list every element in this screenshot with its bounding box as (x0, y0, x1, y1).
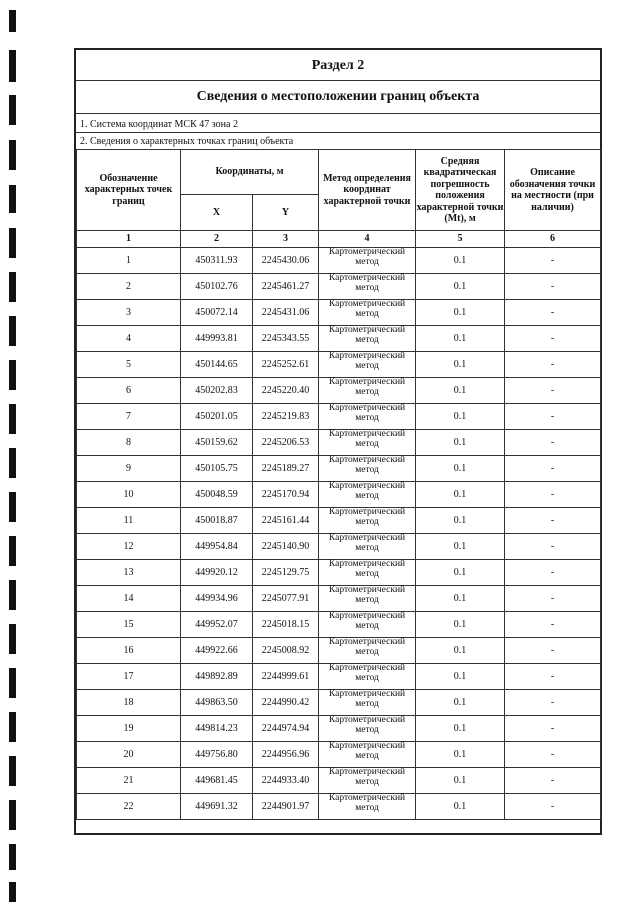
x-coordinate: 450201.05 (181, 404, 253, 430)
description-cell: - (505, 794, 601, 820)
y-coordinate: 2245430.06 (253, 248, 319, 274)
description-cell: - (505, 664, 601, 690)
header-description: Описание обозначения точки на местности (при наличии) (505, 150, 601, 231)
description-cell: - (505, 768, 601, 794)
section-subtitle: Сведения о местоположении границ объекта (196, 89, 480, 104)
y-coordinate: 2244999.61 (253, 664, 319, 690)
point-number: 2 (77, 274, 181, 300)
x-coordinate: 449952.07 (181, 612, 253, 638)
divider (76, 113, 600, 114)
accuracy-cell: 0.1 (416, 664, 505, 690)
point-number: 12 (77, 534, 181, 560)
description-cell: - (505, 638, 601, 664)
accuracy-cell: 0.1 (416, 742, 505, 768)
y-coordinate: 2245018.15 (253, 612, 319, 638)
method-cell: Картометрический метод (319, 742, 416, 768)
method-cell: Картометрический метод (319, 716, 416, 742)
accuracy-cell: 0.1 (416, 404, 505, 430)
x-coordinate: 449681.45 (181, 768, 253, 794)
accuracy-cell: 0.1 (416, 560, 505, 586)
x-coordinate: 450144.65 (181, 352, 253, 378)
x-coordinate: 449756.80 (181, 742, 253, 768)
column-number: 4 (319, 231, 416, 248)
accuracy-cell: 0.1 (416, 430, 505, 456)
table-row (77, 326, 601, 352)
x-coordinate: 450202.83 (181, 378, 253, 404)
method-cell: Картометрический метод (319, 586, 416, 612)
column-number: 6 (505, 231, 601, 248)
description-cell: - (505, 248, 601, 274)
y-coordinate: 2244933.40 (253, 768, 319, 794)
header-method: Метод определения координат характерной точки (319, 150, 416, 231)
x-coordinate: 450159.62 (181, 430, 253, 456)
x-coordinate: 449892.89 (181, 664, 253, 690)
table-row (77, 742, 601, 768)
x-coordinate: 449934.96 (181, 586, 253, 612)
x-coordinate: 450105.75 (181, 456, 253, 482)
table-row (77, 534, 601, 560)
point-number: 7 (77, 404, 181, 430)
table-row (77, 482, 601, 508)
table-row (77, 716, 601, 742)
accuracy-cell: 0.1 (416, 300, 505, 326)
section-title: Раздел 2 (311, 58, 365, 73)
point-number: 1 (77, 248, 181, 274)
header-coordinates: Координаты, м (181, 150, 319, 195)
point-number: 9 (77, 456, 181, 482)
description-cell: - (505, 404, 601, 430)
y-coordinate: 2245219.83 (253, 404, 319, 430)
table-row (77, 508, 601, 534)
accuracy-cell: 0.1 (416, 274, 505, 300)
method-cell: Картометрический метод (319, 248, 416, 274)
method-cell: Картометрический метод (319, 638, 416, 664)
point-number: 16 (77, 638, 181, 664)
description-cell: - (505, 690, 601, 716)
accuracy-cell: 0.1 (416, 586, 505, 612)
method-cell: Картометрический метод (319, 482, 416, 508)
table-row (77, 248, 601, 274)
point-number: 4 (77, 326, 181, 352)
point-number: 11 (77, 508, 181, 534)
y-coordinate: 2245129.75 (253, 560, 319, 586)
table-row (77, 612, 601, 638)
y-coordinate: 2245343.55 (253, 326, 319, 352)
description-cell: - (505, 586, 601, 612)
point-number: 14 (77, 586, 181, 612)
description-cell: - (505, 326, 601, 352)
accuracy-cell: 0.1 (416, 794, 505, 820)
y-coordinate: 2244901.97 (253, 794, 319, 820)
y-coordinate: 2245431.06 (253, 300, 319, 326)
y-coordinate: 2245220.40 (253, 378, 319, 404)
column-number: 2 (181, 231, 253, 248)
accuracy-cell: 0.1 (416, 768, 505, 794)
x-coordinate: 449993.81 (181, 326, 253, 352)
description-cell: - (505, 378, 601, 404)
method-cell: Картометрический метод (319, 352, 416, 378)
column-number: 1 (77, 231, 181, 248)
accuracy-cell: 0.1 (416, 326, 505, 352)
method-cell: Картометрический метод (319, 534, 416, 560)
x-coordinate: 449863.50 (181, 690, 253, 716)
accuracy-cell: 0.1 (416, 456, 505, 482)
table-row (77, 352, 601, 378)
column-number: 5 (416, 231, 505, 248)
y-coordinate: 2245189.27 (253, 456, 319, 482)
method-cell: Картометрический метод (319, 664, 416, 690)
point-number: 5 (77, 352, 181, 378)
table-row (77, 586, 601, 612)
y-coordinate: 2244974.94 (253, 716, 319, 742)
description-cell: - (505, 274, 601, 300)
point-number: 8 (77, 430, 181, 456)
header-accuracy: Средняя квадратическая погрешность положения характерной точки (Mt), м (416, 150, 505, 231)
method-cell: Картометрический метод (319, 274, 416, 300)
point-number: 22 (77, 794, 181, 820)
description-cell: - (505, 508, 601, 534)
point-number: 17 (77, 664, 181, 690)
boundary-points-table (76, 149, 601, 820)
y-coordinate: 2245461.27 (253, 274, 319, 300)
x-coordinate: 449691.32 (181, 794, 253, 820)
method-cell: Картометрический метод (319, 508, 416, 534)
table-row (77, 690, 601, 716)
method-cell: Картометрический метод (319, 430, 416, 456)
header-x: X (181, 195, 253, 231)
header-y: Y (253, 195, 319, 231)
divider (76, 132, 600, 133)
point-number: 20 (77, 742, 181, 768)
y-coordinate: 2245206.53 (253, 430, 319, 456)
coordinate-system: 1. Система координат МСК 47 зона 2 (80, 119, 238, 130)
x-coordinate: 449922.66 (181, 638, 253, 664)
method-cell: Картометрический метод (319, 456, 416, 482)
description-cell: - (505, 534, 601, 560)
accuracy-cell: 0.1 (416, 482, 505, 508)
y-coordinate: 2244956.96 (253, 742, 319, 768)
x-coordinate: 449954.84 (181, 534, 253, 560)
table-row (77, 768, 601, 794)
method-cell: Картометрический метод (319, 690, 416, 716)
description-cell: - (505, 716, 601, 742)
description-cell: - (505, 560, 601, 586)
description-cell: - (505, 612, 601, 638)
x-coordinate: 450102.76 (181, 274, 253, 300)
accuracy-cell: 0.1 (416, 352, 505, 378)
accuracy-cell: 0.1 (416, 248, 505, 274)
description-cell: - (505, 482, 601, 508)
accuracy-cell: 0.1 (416, 508, 505, 534)
description-cell: - (505, 456, 601, 482)
table-row (77, 456, 601, 482)
table-row (77, 794, 601, 820)
x-coordinate: 449920.12 (181, 560, 253, 586)
method-cell: Картометрический метод (319, 404, 416, 430)
x-coordinate: 450048.59 (181, 482, 253, 508)
table-row (77, 274, 601, 300)
x-coordinate: 450072.14 (181, 300, 253, 326)
y-coordinate: 2245252.61 (253, 352, 319, 378)
y-coordinate: 2245008.92 (253, 638, 319, 664)
y-coordinate: 2245077.91 (253, 586, 319, 612)
method-cell: Картометрический метод (319, 794, 416, 820)
table-row (77, 300, 601, 326)
point-number: 13 (77, 560, 181, 586)
table-row (77, 404, 601, 430)
x-coordinate: 450311.93 (181, 248, 253, 274)
y-coordinate: 2245140.90 (253, 534, 319, 560)
points-caption: 2. Сведения о характерных точках границ объекта (80, 136, 294, 147)
table-row (77, 664, 601, 690)
accuracy-cell: 0.1 (416, 534, 505, 560)
point-number: 10 (77, 482, 181, 508)
accuracy-cell: 0.1 (416, 716, 505, 742)
description-cell: - (505, 300, 601, 326)
divider (76, 80, 600, 81)
method-cell: Картометрический метод (319, 560, 416, 586)
description-cell: - (505, 352, 601, 378)
method-cell: Картометрический метод (319, 326, 416, 352)
table-row (77, 430, 601, 456)
accuracy-cell: 0.1 (416, 612, 505, 638)
y-coordinate: 2244990.42 (253, 690, 319, 716)
point-number: 19 (77, 716, 181, 742)
accuracy-cell: 0.1 (416, 378, 505, 404)
point-number: 18 (77, 690, 181, 716)
method-cell: Картометрический метод (319, 378, 416, 404)
x-coordinate: 449814.23 (181, 716, 253, 742)
table-row (77, 378, 601, 404)
point-number: 21 (77, 768, 181, 794)
y-coordinate: 2245170.94 (253, 482, 319, 508)
point-number: 3 (77, 300, 181, 326)
table-row (77, 638, 601, 664)
point-number: 15 (77, 612, 181, 638)
x-coordinate: 450018.87 (181, 508, 253, 534)
table-row (77, 560, 601, 586)
description-cell: - (505, 742, 601, 768)
method-cell: Картометрический метод (319, 612, 416, 638)
document-frame (74, 48, 602, 835)
description-cell: - (505, 430, 601, 456)
y-coordinate: 2245161.44 (253, 508, 319, 534)
header-point-designation: Обозначение характерных точек границ (77, 150, 181, 231)
method-cell: Картометрический метод (319, 768, 416, 794)
method-cell: Картометрический метод (319, 300, 416, 326)
accuracy-cell: 0.1 (416, 690, 505, 716)
column-number: 3 (253, 231, 319, 248)
accuracy-cell: 0.1 (416, 638, 505, 664)
point-number: 6 (77, 378, 181, 404)
